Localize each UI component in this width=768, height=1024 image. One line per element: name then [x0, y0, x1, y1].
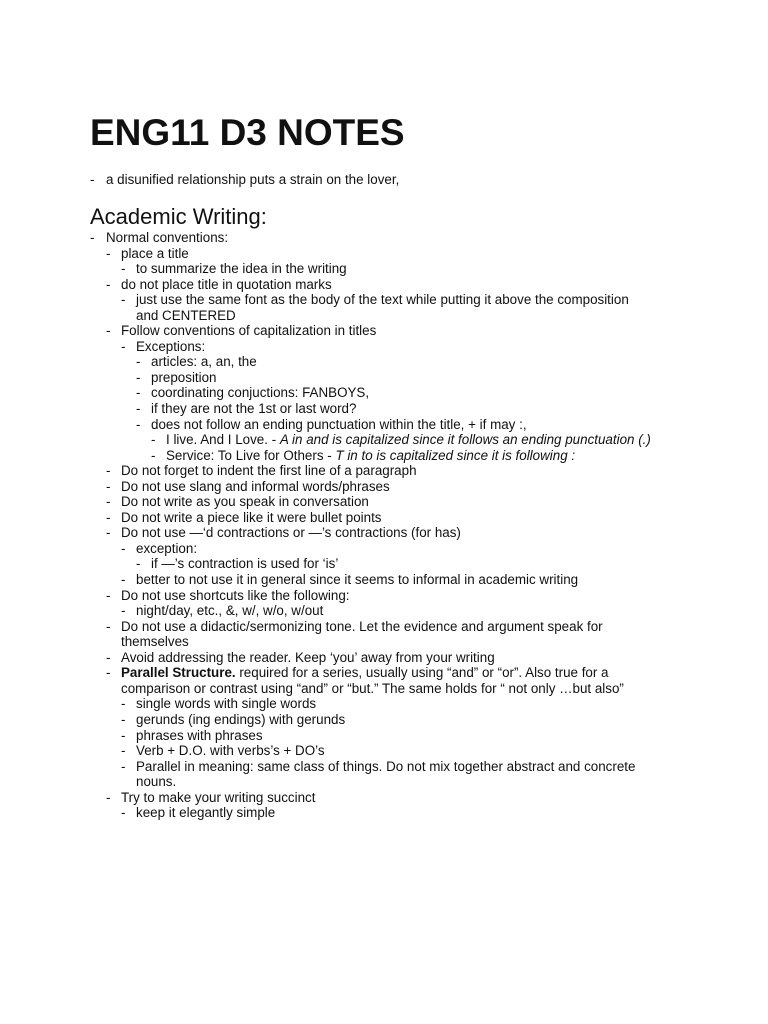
notes-outline	[0, 230, 768, 821]
item-text: Follow conventions of capitalization in titles	[121, 323, 377, 339]
bullet-dash: -	[106, 478, 111, 494]
list-item	[0, 479, 768, 495]
bullet-dash: -	[121, 743, 126, 759]
item-text: better to not use it in general since it seems to informal in academic writing	[136, 572, 579, 588]
list-item-text	[136, 339, 205, 355]
list-item	[0, 728, 768, 744]
list-item-text	[121, 277, 332, 293]
item-text: Do not use a didactic/sermonizing tone. Let the evidence and argument speak for	[121, 618, 603, 634]
list-item	[0, 805, 768, 821]
list-item	[0, 588, 768, 604]
list-item	[0, 370, 768, 386]
italic-note: T in to is capitalized since it is following :	[335, 447, 576, 463]
list-item-text	[136, 743, 325, 759]
list-item-text	[136, 308, 236, 324]
item-text: to summarize the idea in the writing	[136, 261, 347, 277]
item-text: does not follow an ending punctuation within the title, + if may :,	[151, 416, 527, 432]
bullet-dash: -	[106, 649, 111, 665]
list-item-continuation	[0, 774, 768, 790]
bullet-dash: -	[136, 556, 141, 572]
list-item	[0, 712, 768, 728]
document-title: ENG11 D3 NOTES	[90, 112, 405, 153]
list-item	[0, 448, 768, 464]
bullet-dash: -	[121, 758, 126, 774]
list-item-text	[136, 759, 635, 775]
bullet-dash: -	[136, 416, 141, 432]
item-text: themselves	[121, 634, 189, 650]
item-text: do not place title in quotation marks	[121, 276, 332, 292]
intro-note-text: a disunified relationship puts a strain on the lover,	[106, 172, 400, 187]
bullet-dash: -	[90, 172, 95, 187]
bullet-dash: -	[136, 385, 141, 401]
item-text: coordinating conjuctions: FANBOYS,	[151, 385, 370, 401]
list-item	[0, 401, 768, 417]
list-item	[0, 385, 768, 401]
bullet-dash: -	[136, 401, 141, 417]
bullet-dash: -	[106, 618, 111, 634]
bullet-dash: -	[106, 494, 111, 510]
bullet-dash: -	[106, 789, 111, 805]
item-text: nouns.	[136, 774, 177, 790]
list-item-continuation	[0, 634, 768, 650]
list-item-continuation	[0, 681, 768, 697]
bullet-dash: -	[106, 276, 111, 292]
list-item-text	[121, 479, 390, 495]
item-text: Do not forget to indent the first line of a paragraph	[121, 463, 417, 479]
bullet-dash: -	[151, 447, 156, 463]
item-text: and CENTERED	[136, 307, 236, 323]
list-item	[0, 790, 768, 806]
bullet-dash: -	[121, 711, 126, 727]
item-text: just use the same font as the body of the text while putting it above the composition	[136, 292, 629, 308]
item-text: Do not use —‘d contractions or —’s contractions (for has)	[121, 525, 461, 541]
item-text: keep it elegantly simple	[136, 805, 276, 821]
list-item-text	[121, 510, 382, 526]
list-item-text	[136, 261, 347, 277]
item-text: Normal conventions:	[106, 230, 229, 245]
list-item	[0, 743, 768, 759]
list-item	[0, 650, 768, 666]
bullet-dash: -	[106, 245, 111, 261]
list-item-text	[121, 588, 350, 604]
list-item-text	[136, 805, 275, 821]
bullet-dash: -	[121, 805, 126, 821]
list-item	[0, 277, 768, 293]
list-item-text	[136, 541, 197, 557]
list-item	[0, 665, 768, 681]
item-text: preposition	[151, 369, 217, 385]
item-text: comparison or contrast using “and” or “but.” The same holds for “ not only …but also”	[121, 680, 624, 696]
list-item-text	[151, 417, 527, 433]
item-text: I live. And I Love. -	[166, 432, 280, 448]
list-item-text	[121, 323, 376, 339]
bullet-dash: -	[106, 525, 111, 541]
list-item-text	[121, 790, 315, 806]
item-text: if they are not the 1st or last word?	[151, 401, 357, 417]
list-item-text	[121, 650, 495, 666]
list-item-text	[151, 401, 356, 417]
intro-note	[0, 172, 768, 188]
list-item-continuation	[0, 308, 768, 324]
item-text: place a title	[121, 245, 189, 261]
list-item-text	[151, 385, 369, 401]
item-text: exception:	[136, 540, 198, 556]
list-item	[0, 463, 768, 479]
list-item	[0, 572, 768, 588]
list-item-text	[151, 354, 257, 370]
list-item	[0, 417, 768, 433]
bullet-dash: -	[121, 540, 126, 556]
item-text: gerunds (ing endings) with gerunds	[136, 711, 346, 727]
list-item	[0, 603, 768, 619]
list-item	[0, 261, 768, 277]
list-item-text	[166, 448, 575, 464]
list-item-text	[121, 525, 461, 541]
list-item-text	[121, 246, 189, 262]
list-item	[0, 541, 768, 557]
item-text: phrases with phrases	[136, 727, 263, 743]
item-text: Exceptions:	[136, 338, 206, 354]
bullet-dash: -	[90, 230, 95, 245]
list-item-text	[166, 432, 651, 448]
bullet-dash: -	[121, 572, 126, 588]
list-item-text	[121, 494, 369, 510]
list-item-text	[136, 712, 345, 728]
list-item-text	[121, 619, 603, 635]
list-item	[0, 556, 768, 572]
bullet-dash: -	[106, 665, 111, 681]
list-item	[0, 292, 768, 308]
item-text: Parallel in meaning: same class of things. Do not mix together abstract and concrete	[136, 758, 636, 774]
item-text: Verb + D.O. with verbs’s + DO’s	[136, 743, 325, 759]
list-item	[0, 525, 768, 541]
item-text: required for a series, usually using “and” or “or”. Also true for a	[235, 665, 609, 681]
list-item-text	[136, 696, 316, 712]
list-item-text	[136, 774, 176, 790]
list-item-text	[151, 370, 217, 386]
bullet-dash: -	[106, 587, 111, 603]
bullet-dash: -	[121, 603, 126, 619]
item-text: Avoid addressing the reader. Keep ‘you’ away from your writing	[121, 649, 495, 665]
list-item	[0, 619, 768, 635]
list-item	[0, 246, 768, 262]
list-item-text	[121, 634, 189, 650]
item-text: single words with single words	[136, 696, 317, 712]
bullet-dash: -	[136, 369, 141, 385]
list-item	[0, 696, 768, 712]
list-item	[0, 323, 768, 339]
list-item-text	[136, 572, 578, 588]
bullet-dash: -	[136, 354, 141, 370]
list-item-text	[136, 292, 629, 308]
bullet-dash: -	[121, 338, 126, 354]
list-item-text	[151, 556, 338, 572]
item-text: Do not write a piece like it were bullet points	[121, 509, 382, 525]
bullet-dash: -	[121, 292, 126, 308]
list-item	[0, 510, 768, 526]
list-item	[0, 494, 768, 510]
italic-note: A in and is capitalized since it follows an ending punctuation (.)	[279, 432, 651, 448]
list-item	[0, 759, 768, 775]
bullet-dash: -	[121, 696, 126, 712]
list-item-text	[121, 463, 417, 479]
section-heading: Academic Writing:	[90, 204, 267, 229]
item-text: Do not use slang and informal words/phrases	[121, 478, 390, 494]
bullet-dash: -	[151, 432, 156, 448]
bullet-dash: -	[106, 463, 111, 479]
item-text: Try to make your writing succinct	[121, 789, 316, 805]
item-text: Do not write as you speak in conversation	[121, 494, 369, 510]
item-text: Service: To Live for Others -	[166, 447, 336, 463]
item-text: night/day, etc., &, w/, w/o, w/out	[136, 603, 324, 619]
item-text: articles: a, an, the	[151, 354, 257, 370]
list-item-text	[121, 665, 609, 681]
bullet-dash: -	[121, 727, 126, 743]
bullet-dash: -	[106, 323, 111, 339]
list-item-text	[106, 230, 228, 246]
bullet-dash: -	[106, 509, 111, 525]
item-text: if —’s contraction is used for ‘is’	[151, 556, 339, 572]
list-item	[0, 339, 768, 355]
bold-term: Parallel Structure.	[121, 665, 236, 681]
list-item-text	[136, 603, 323, 619]
list-item-text	[121, 681, 624, 697]
list-item	[0, 230, 768, 246]
list-item	[0, 432, 768, 448]
list-item-text	[136, 728, 263, 744]
bullet-dash: -	[121, 261, 126, 277]
list-item	[0, 354, 768, 370]
item-text: Do not use shortcuts like the following:	[121, 587, 350, 603]
